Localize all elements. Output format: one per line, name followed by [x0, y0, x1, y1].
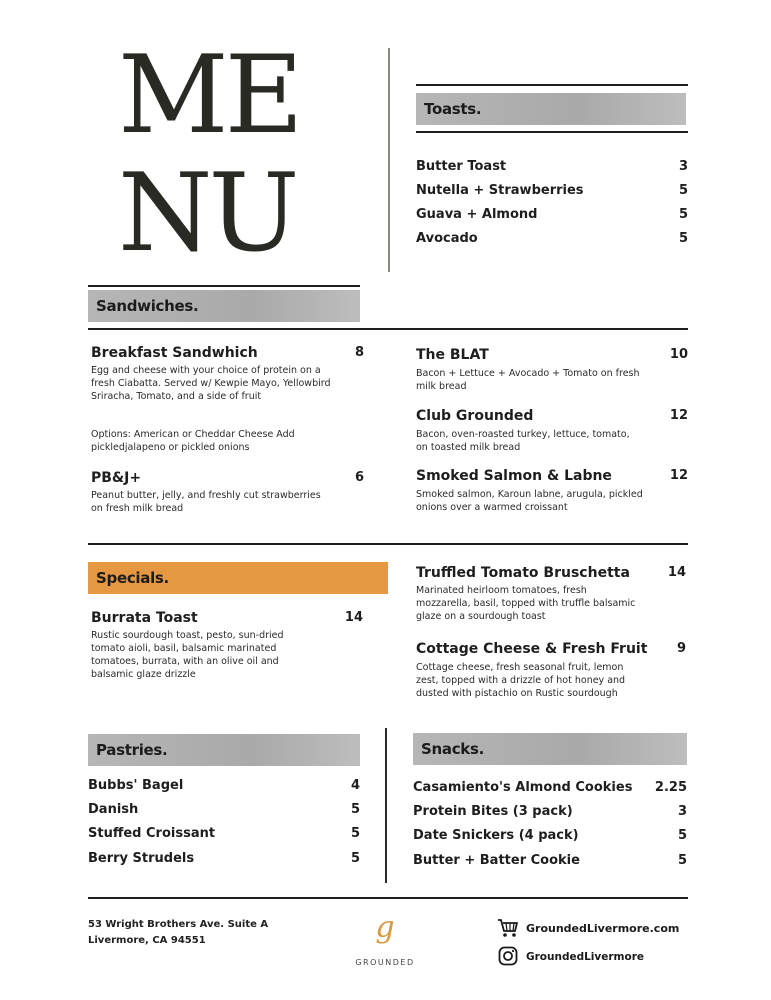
toast-item — [416, 157, 688, 177]
snack-item — [413, 851, 687, 871]
item-price: 4 — [350, 778, 360, 793]
logo-letter: g — [375, 910, 395, 945]
snack-item — [413, 826, 687, 846]
item-name: Butter Toast — [416, 159, 507, 174]
cottage-desc: Cottage cheese, fresh seasonal fruit, lemon zest, topped with a drizzle of hot honey and dusted with pistachio on Rustic sourdough — [416, 662, 626, 699]
pastry-item — [88, 824, 360, 844]
burrata-desc: Rustic sourdough toast, pesto, sun-dried tomato aioli, basil, balsamic marinated tomatoes, burrata, with an olive oil and balsamic glaze drizzle — [91, 630, 284, 680]
item-price: 5 — [677, 828, 687, 843]
menu-title-line1: ME — [118, 33, 300, 158]
pastry-item — [88, 800, 360, 820]
logo-word: GROUNDED — [355, 958, 415, 967]
blat-price: 10 — [669, 347, 688, 362]
item-name: Casamiento's Almond Cookies — [413, 780, 633, 795]
menu-title-line2: NU — [118, 151, 296, 276]
item-price: 3 — [678, 159, 688, 174]
item-name: Avocado — [416, 231, 478, 246]
toast-item — [416, 229, 688, 249]
item-price: 5 — [350, 802, 360, 817]
snacks-heading: Snacks. — [413, 733, 687, 765]
sandwiches-top-rule — [88, 285, 360, 287]
pastry-item — [88, 776, 360, 796]
website-link[interactable]: GroundedLivermore.com — [526, 922, 680, 935]
salmon-name: Smoked Salmon & Labne — [416, 468, 612, 484]
specials-top-rule — [88, 543, 688, 545]
club-desc: Bacon, oven-roasted turkey, lettuce, tomato, on toasted milk bread — [416, 429, 630, 453]
specials-heading: Specials. — [88, 562, 388, 594]
breakfast-sandwich-name: Breakfast Sandwhich — [91, 345, 258, 361]
toast-item — [416, 181, 688, 201]
item-name: Butter + Batter Cookie — [413, 853, 580, 868]
burrata-name: Burrata Toast — [91, 610, 198, 626]
salmon-price: 12 — [669, 468, 688, 483]
toasts-bottom-rule — [416, 131, 688, 133]
club-price: 12 — [669, 408, 688, 423]
item-price: 5 — [350, 826, 360, 841]
address-line2: Livermore, CA 94551 — [88, 935, 206, 946]
item-price: 5 — [677, 853, 687, 868]
cart-icon — [497, 918, 519, 938]
breakfast-sandwich-desc: Egg and cheese with your choice of protein on a fresh Ciabatta. Served w/ Kewpie Mayo, Yellowbird Sriracha, Tomato, and a side of fruit — [91, 365, 331, 402]
pbj-name: PB&J+ — [91, 470, 142, 486]
bruschetta-desc: Marinated heirloom tomatoes, fresh mozzarella, basil, topped with truffle balsamic glaze on a sourdough toast — [416, 585, 636, 622]
sandwiches-heading: Sandwiches. — [88, 290, 360, 322]
item-name: Nutella + Strawberries — [416, 183, 584, 198]
bruschetta-name: Truffled Tomato Bruschetta — [416, 565, 630, 581]
item-name: Danish — [88, 802, 139, 817]
item-name: Bubbs' Bagel — [88, 778, 184, 793]
instagram-handle[interactable]: GroundedLivermore — [526, 951, 645, 963]
instagram-icon — [498, 946, 518, 966]
club-name: Club Grounded — [416, 408, 534, 424]
item-name: Protein Bites (3 pack) — [413, 804, 573, 819]
breakfast-sandwich-price: 8 — [354, 345, 364, 360]
item-price: 5 — [350, 851, 360, 866]
salmon-desc: Smoked salmon, Karoun labne, arugula, pickled onions over a warmed croissant — [416, 489, 643, 513]
item-price: 5 — [678, 207, 688, 222]
item-name: Guava + Almond — [416, 207, 538, 222]
item-price: 5 — [678, 231, 688, 246]
snack-item — [413, 802, 687, 822]
pastry-item — [88, 849, 360, 869]
bruschetta-price: 14 — [667, 565, 686, 580]
item-price: 2.25 — [654, 780, 687, 795]
title-divider — [388, 48, 390, 272]
item-name: Date Snickers (4 pack) — [413, 828, 579, 843]
toasts-top-rule — [416, 84, 688, 86]
footer-rule — [88, 897, 688, 899]
cottage-price: 9 — [676, 641, 686, 656]
burrata-price: 14 — [344, 610, 363, 625]
pastries-snacks-divider — [385, 728, 387, 883]
item-price: 3 — [677, 804, 687, 819]
item-name: Stuffed Croissant — [88, 826, 216, 841]
sandwiches-bottom-rule — [88, 328, 688, 330]
pbj-price: 6 — [354, 470, 364, 485]
blat-name: The BLAT — [416, 347, 489, 363]
blat-desc: Bacon + Lettuce + Avocado + Tomato on fresh milk bread — [416, 368, 640, 392]
item-price: 5 — [678, 183, 688, 198]
breakfast-sandwich-options: Options: American or Cheddar Cheese Add pickledjalapeno or pickled onions — [91, 429, 295, 453]
address-line1: 53 Wright Brothers Ave. Suite A — [88, 919, 269, 930]
item-name: Berry Strudels — [88, 851, 195, 866]
pastries-heading: Pastries. — [88, 734, 360, 766]
toast-item — [416, 205, 688, 225]
cottage-name: Cottage Cheese & Fresh Fruit — [416, 641, 648, 657]
toasts-heading: Toasts. — [416, 93, 686, 125]
snack-item — [413, 778, 687, 798]
pbj-desc: Peanut butter, jelly, and freshly cut strawberries on fresh milk bread — [91, 490, 321, 514]
grounded-logo — [340, 908, 430, 978]
